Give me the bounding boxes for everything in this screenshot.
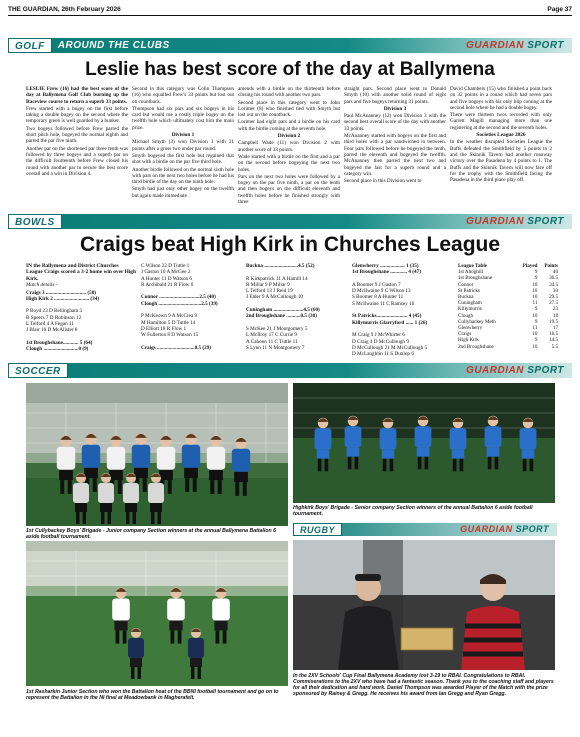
player-figure [218, 480, 222, 494]
player-figure [193, 478, 197, 492]
table-cell: St Patricks [458, 287, 480, 294]
golf-section-tag: AROUND THE CLUBS [57, 40, 170, 51]
table-cell: 18 [552, 312, 558, 319]
player-figure [530, 459, 534, 472]
player-figure [123, 483, 139, 503]
table-header: Points [544, 263, 558, 269]
golf-paragraph: Second place in this category went to John Lorimer (8) who finished tied with Smyth but lost out on the countback. [238, 99, 340, 119]
table-header: League Table [458, 263, 488, 269]
golf-brand [466, 40, 564, 51]
table-cell: 16.5 [549, 331, 558, 338]
player-figure [383, 459, 387, 472]
rugby-section-bar [293, 523, 557, 536]
result-line: Buckna ..........................4.5 (52) [246, 263, 315, 269]
league-table [458, 263, 558, 350]
player-figure [317, 449, 330, 458]
golf-paragraph: Thompson had six pars and six bogeys in his card but would rue a costly triple bogey on the twelfth hole which ultimately cost him the main prize. [132, 105, 234, 131]
player-figure [188, 638, 204, 658]
table-cell: 10 [532, 312, 538, 319]
player-figure [143, 478, 147, 492]
player-figure [57, 447, 75, 470]
table-cell: 36.5 [549, 275, 558, 282]
table-cell: 5.5 [551, 343, 558, 350]
player-figure [93, 478, 97, 492]
table-cell: 10 [532, 343, 538, 350]
bowls-brand [466, 216, 564, 227]
golf-subheading: Societies League 2026 [476, 132, 526, 139]
player-figure [167, 599, 185, 621]
table-cell: 23 [552, 306, 558, 313]
player-figure [232, 449, 250, 472]
rink-score: P Boyd 23 D Bellingham 3 [26, 308, 83, 315]
table-cell: 29.5 [549, 294, 558, 301]
table-cell: Connor [458, 281, 474, 288]
golf-section-label: GOLF [8, 38, 52, 53]
rink-score: W Fullerton 8 D Watson 15 [141, 332, 199, 339]
rugby-brand [460, 524, 549, 534]
player-figure [390, 459, 394, 472]
player-figure [185, 478, 189, 492]
rink-score: A Cahoon 11 C Tuttle 11 [246, 338, 298, 345]
golf-col5 [450, 86, 552, 210]
player-figure [100, 503, 112, 512]
player-figure [60, 480, 64, 494]
photo-highkirk-team [293, 383, 555, 503]
player-figure [126, 512, 130, 524]
golf-paragraph: There were thirteen twos recorded with only Garrett Magill managing more than one registering at the second and the seventh holes. [450, 112, 552, 131]
player-figure [184, 468, 198, 478]
player-figure [151, 512, 155, 524]
player-figure [223, 630, 227, 643]
player-figure [158, 512, 162, 524]
player-figure [495, 457, 499, 470]
result-line: St Patricks........................ 4 (45) [352, 313, 422, 320]
golf-subheading: Division 1 [171, 132, 195, 139]
table-cell: 40 [552, 269, 558, 276]
rink-score: S McIlwaine 11 C Ramsey 16 [352, 300, 415, 307]
golf-paragraph: Second place in this Division went to [344, 178, 422, 185]
rink-score: C Wilson 22 D Tuttle 1 [141, 263, 190, 269]
player-figure [128, 638, 144, 658]
table-cell: 11 [532, 325, 538, 332]
bowls-col-1 [26, 263, 136, 352]
brand-guardian: GUARDIAN [466, 40, 524, 51]
photo-rugby-award [293, 540, 555, 670]
bowls-col-3 [246, 263, 346, 351]
brand-sport: SPORT [527, 365, 564, 376]
player-figure [98, 483, 114, 503]
player-figure [325, 459, 329, 472]
rink-score: R Archibald 21 R Flow 0 [141, 281, 194, 288]
player-figure [108, 512, 112, 524]
rink-score: D McCullough 21 M McCullough 5 [352, 344, 428, 351]
brand-guardian: GUARDIAN [466, 365, 524, 376]
table-header: Played [522, 263, 538, 269]
player-figure [243, 482, 247, 496]
result-line: Clough ...........................0 (9) [26, 346, 89, 353]
brand-guardian: GUARDIAN [466, 216, 524, 227]
player-figure [347, 447, 360, 456]
page-header [8, 4, 572, 14]
soccer-brand [466, 365, 564, 376]
bowls-intro: IN the Ballymena and District Churches League Craigs scored a 3-2 home win over High Kirk. [26, 263, 136, 282]
player-figure [216, 630, 220, 643]
player-figure [209, 470, 223, 480]
player-figure [138, 667, 142, 679]
golf-lead-paragraph: LESLIE Frew (16) had the best score of the day at Ballymena Golf Club burning up the Raceview course to return a superb 33 points. [26, 86, 128, 105]
photo-cullybackey-team [26, 383, 288, 526]
player-figure [107, 447, 125, 470]
rink-score: L McIlroy 17 C Currie 9 [246, 332, 297, 339]
golf-subheading: Division 3 [383, 105, 407, 112]
rink-score: M Craig 9 J McWhirter 6 [352, 332, 405, 339]
player-figure [520, 428, 537, 449]
table-cell: Clough [458, 312, 474, 319]
golf-paragraph: Paul McAnanney (12) won Division 3 with the second best overall score of the day with another 33 points. [344, 113, 446, 132]
result-line: 1st Broughshane ............. 4 (47) [352, 269, 421, 276]
bowls-headline: Craigs beat High Kirk in Churches League [79, 233, 501, 256]
golf-paragraph: Another par on the shortened par three tenth was followed by three bogeys and a superb par on the difficult fourteenth before Frew closed his round with another par to secure the best score overall and a win in Division 4. [26, 145, 128, 177]
player-figure [76, 512, 80, 524]
rink-score: B Speers 7 D Robinson 12 [26, 314, 82, 321]
rink-score: R Millar 9 P Millar 9 [246, 281, 290, 288]
golf-paragraph: In the weather disrupted Societies League the Buffs defeated the Smithfield by 5 points to 2 and the Skinnik Tavern had another runaway victory over the Pasadena by 4 points to 1. The Buffs and the Skinnik Tavern will now face off for the trophy with the Smithfield facing the Pasadena in the third place play off. [450, 139, 552, 184]
soccer-section-label: SOCCER [8, 363, 68, 378]
result-line: Connor ...............................2.5 (40) [141, 294, 216, 301]
result-line: Craigs 3 ............................... (50) [26, 289, 97, 296]
golf-paragraph: Campbell Wade (11) won Division 2 with another score of 33 points. [238, 140, 340, 153]
rink-score: M Hamilton 5 D Tuttle 14 [141, 319, 196, 326]
rink-score: S Lynn 11 N Montgomery 7 [246, 344, 305, 351]
player-figure [425, 457, 429, 470]
bowls-section-label: BOWLS [8, 214, 62, 229]
rink-score: L Telford 13 J Reid 19 [246, 288, 293, 295]
rink-score: D Craig 4 D McCullough 9 [352, 338, 409, 345]
brand-sport: SPORT [515, 524, 549, 534]
player-figure [210, 480, 214, 494]
player-figure [190, 658, 202, 667]
table-cell: 1st Ahoghill [458, 269, 484, 276]
rink-score: L Telford 4 A Fegan 11 [26, 321, 74, 327]
golf-paragraph: Second in this category was Colin Thompson (16) who equalled Frew's 33 points but lost out on countback. [132, 86, 234, 105]
player-figure [132, 445, 150, 468]
caption-rugby: In the 2XV Schools' Cup Final Ballymena Academy lost 3-19 to RBAI. Congratulations to RBAI. Commiserations to the 2XV who have had a fantastic season. Thank you to the coaching staff and players for all their dedication and hard work. Daniel Thompson was awarded Player of the Match with the prize sponsored by Rainey & Gregg. He receives his award from Ian Gregg and Ryan Gregg. [293, 673, 554, 697]
player-figure [118, 480, 122, 494]
player-figure [198, 667, 202, 679]
result-line: Cuningham .......................4.5 (60) [246, 307, 320, 314]
table-cell: 10 [532, 281, 538, 288]
player-figure [159, 470, 173, 480]
bowls-col-2 [141, 263, 241, 351]
player-figure [212, 599, 230, 621]
player-figure [171, 630, 175, 643]
team-photo-2 [293, 383, 555, 503]
player-figure [168, 480, 172, 494]
player-figure [114, 621, 127, 631]
player-figure [182, 445, 200, 468]
player-figure [348, 457, 352, 470]
award-photo [293, 540, 555, 670]
player-figure [148, 483, 164, 503]
player-figure [382, 449, 395, 458]
rink-score: D McLaughlin 11 S Dunlop 6 [352, 351, 414, 358]
table-cell: 10 [532, 331, 538, 338]
golf-paragraph: amends with a birdie on the thirteenth before closing his round with another two pars. [238, 86, 340, 99]
player-figure [68, 480, 72, 494]
table-cell: 10 [532, 287, 538, 294]
player-figure [318, 459, 322, 472]
golf-paragraph: Lorimer had eight pars and a birdie on his card with the birdie coming at the seventh hole. [238, 119, 340, 132]
table-cell: Buckna [458, 294, 474, 301]
result-line: 2nd Broughshane ...........0.5 (30) [246, 313, 317, 320]
player-figure [130, 658, 142, 667]
player-figure [112, 599, 130, 621]
table-cell: Cullybackey Meth [458, 318, 496, 325]
player-figure [523, 459, 527, 472]
table-cell: High Kirk [458, 337, 479, 344]
player-figure [83, 512, 87, 524]
rink-score: A Boomer 9 J Gaston 7 [352, 281, 401, 288]
player-figure [418, 457, 422, 470]
golf-col4 [344, 86, 446, 210]
rink-score: D Elliott 18 R Flow 1 [141, 325, 187, 332]
caption-rasharkin: 1st Rasharkin Junior Section who won the Battalion heat of the BBNI football tournament and go on to represent the Battalion in the NI final at Meadowbank in Magherafelt. [26, 689, 279, 701]
player-figure [75, 503, 87, 512]
rink-score: R Kirkpatrick 11 A Hamill 14 [246, 275, 308, 282]
golf-col2 [132, 86, 234, 210]
golf-paragraph: David Chambers (15) who finished a point back on 32 points in a round which had seven pars and five bogeys with his only blip coming at the second hole where he had a double bogey. [450, 86, 552, 111]
soccer-section-bar [8, 363, 572, 378]
rugby-section-label: RUGBY [293, 523, 342, 536]
golf-section-bar [8, 38, 572, 53]
golf-paragraph: Wade started with a birdie on the first and a par on the second before bogeying the next two holes. [238, 153, 340, 173]
player-figure [134, 468, 148, 478]
player-figure [380, 428, 397, 449]
rink-score: S Boomer 8 A Hunter 11 [352, 294, 404, 301]
player-figure [345, 426, 362, 447]
player-figure [150, 503, 162, 512]
player-figure [82, 445, 100, 468]
result-line: 1st Broughshane............ 5 (64) [26, 339, 93, 346]
golf-paragraph: straight pars. Second place went to Donald Smyth (10) with another solid round of eight pars and five bogeys returning 31 points. [344, 86, 446, 105]
golf-col3 [238, 86, 340, 210]
player-figure [101, 512, 105, 524]
player-figure [487, 447, 500, 456]
player-figure [460, 459, 464, 472]
player-figure [133, 512, 137, 524]
table-cell: 19.5 [549, 318, 558, 325]
player-figure [417, 447, 430, 456]
player-figure [452, 449, 465, 458]
player-figure [131, 667, 135, 679]
brand-guardian: GUARDIAN [460, 524, 513, 534]
photo-rasharkin-team [26, 541, 288, 686]
golf-headline: Leslie has best score of the day at Ballymena [85, 59, 495, 80]
table-cell: 1st Broughshane [458, 275, 493, 282]
player-figure [234, 472, 248, 482]
brand-sport: SPORT [527, 216, 564, 227]
result-line: High Kirk 2 ........................... (34) [26, 295, 100, 302]
golf-paragraph: Michael Smyth (3) won Division 1 with 31 points after a gross two under par round. [132, 139, 234, 152]
table-cell: 27.5 [549, 300, 558, 307]
player-figure [125, 503, 137, 512]
result-line: Glenwherry ................... 1 (35) [352, 263, 419, 269]
table-cell: 9 [534, 337, 538, 344]
player-figure [169, 621, 182, 631]
bowls-section-bar [8, 214, 572, 229]
golf-paragraph: Smyth bogeyed the first hole but regained that shot with a birdie on the par five third hole. [132, 152, 234, 166]
table-cell: 11 [532, 300, 538, 307]
bowls-col-4 [352, 263, 452, 357]
player-figure [178, 630, 182, 643]
player-figure [123, 630, 127, 643]
rink-score: J Gaston 10 A McGee 2 [141, 269, 191, 276]
paper-date: THE GUARDIAN, 26th February 2026 [8, 5, 121, 13]
player-figure [415, 426, 432, 447]
team-photo-1 [26, 383, 288, 526]
caption-cullybackey: 1st Cullybackey Boys' Brigade - Junior company Section winners at the annual Ballymena Battalion 6 aside football tournament. [26, 528, 277, 540]
header-rule [8, 15, 572, 16]
table-cell: 14.5 [549, 337, 558, 344]
brand-sport: SPORT [527, 40, 564, 51]
player-figure [116, 630, 120, 643]
result-line: Killymurris Glarryford ...... 1 (26) [352, 319, 428, 326]
table-cell: 30 [552, 287, 558, 294]
player-figure [84, 468, 98, 478]
golf-col1 [26, 86, 128, 210]
player-figure [485, 426, 502, 447]
player-figure [235, 482, 239, 496]
team-photo-3 [26, 541, 288, 686]
table-cell: 9 [534, 275, 538, 282]
table-cell: Craigs [458, 331, 472, 338]
table-cell: 17 [552, 325, 558, 332]
table-cell: 9 [534, 306, 538, 313]
golf-paragraph: Smyth had just only other bogey on the twelfth but again made immediate [132, 186, 234, 199]
bowls-intro-sub: Match details - [26, 282, 58, 289]
player-figure [157, 447, 175, 470]
player-figure [450, 428, 467, 449]
table-cell: 9 [534, 269, 538, 276]
player-figure [191, 667, 195, 679]
golf-paragraph: Pars on the next two holes were followed by a bogey on the par five ninth, a par on the tenth and then bogeys on the difficult eleventh and twelfth holes before he finished strongly with three [238, 173, 340, 206]
golf-paragraph: McAnanney started with bogeys on the first and third holes with a par sandwiched in between. Four pars followed before he bogeyed the tenth, parred the eleventh and bogeyed the twelfth. McAnanney then parred the next two and bogeyed the last for a superb round and a category win. [344, 133, 446, 177]
result-line: Clough .................................2.5 (39) [141, 300, 218, 307]
table-cell: Killymurris [458, 306, 482, 313]
table-cell: Cuningham [458, 300, 482, 307]
player-figure [59, 470, 73, 480]
table-row [458, 344, 558, 350]
rink-score: J Elder 9 A McCullough 10 [246, 294, 303, 301]
result-line: Craigs .............................0.5 (29) [141, 344, 212, 351]
table-cell: Glenwherry [458, 325, 483, 332]
rink-score: J Blair 16 D McAlister 8 [26, 327, 78, 334]
table-cell: 10 [532, 294, 538, 301]
page-number: Page 37 [547, 5, 572, 13]
player-figure [315, 428, 332, 449]
player-figure [207, 447, 225, 470]
golf-subheading: Division 2 [277, 133, 301, 140]
golf-paragraph: Another birdie followed on the normal sixth hole with pars on the next two holes before he had his third birdie of the day on the ninth hole. [132, 166, 234, 186]
player-figure [355, 457, 359, 470]
golf-paragraph: Frew started with a bogey on the first before taking a double bogey on the second where the temporary green is well guarded by a bunker. [26, 105, 128, 125]
table-cell: 2nd Broughshane [458, 343, 494, 350]
player-figure [488, 457, 492, 470]
rink-score: D McIlwaine 9 C Wilson 13 [352, 288, 411, 295]
player-figure [522, 449, 535, 458]
golf-paragraph: Two bogeys followed before Frew parred the short pitch hole, bogeyed the normal eighth and parred the par five ninth. [26, 125, 128, 145]
rink-score: S McKee 21 J Montgomery 5 [246, 325, 308, 332]
table-cell: 9 [534, 318, 538, 325]
table-cell: 34.5 [549, 281, 558, 288]
rink-score: A Hunter 11 D Watson 6 [141, 275, 193, 282]
player-figure [453, 459, 457, 472]
caption-highkirk: Highkirk Boys' Brigade - Senior company Section winners of the annual Battalion 6 aside football tournament. [293, 505, 533, 517]
rink-score: P McKeown 9 A McCrea 9 [141, 313, 198, 320]
player-figure [73, 483, 89, 503]
player-figure [214, 621, 227, 631]
player-figure [109, 470, 123, 480]
